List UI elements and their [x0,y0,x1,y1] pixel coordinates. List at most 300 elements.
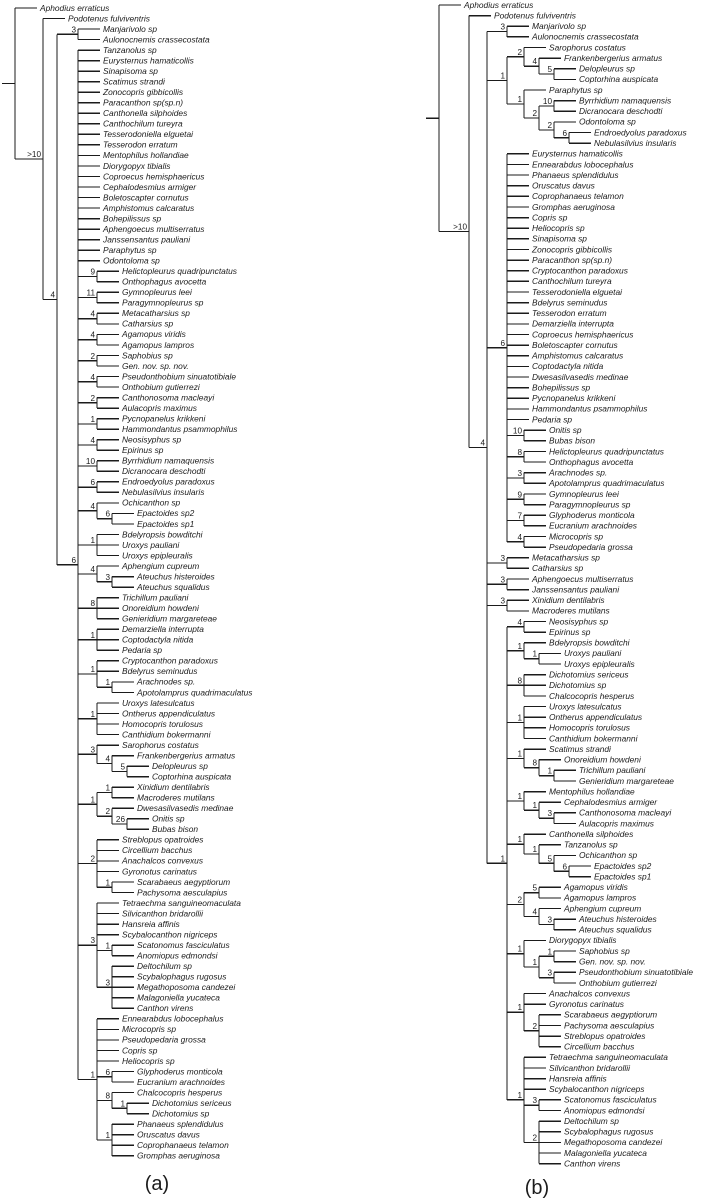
taxon-label: Metacatharsius sp [122,308,190,319]
taxon-label: Arachnodes sp. [137,676,196,687]
support-value: 3 [500,575,505,585]
support-value: 8 [90,599,95,609]
taxon-label: Microcopris sp [122,1024,176,1035]
support-value: 1 [90,795,95,805]
taxon-label: Scybalophagus rugosus [564,1126,654,1137]
taxon-label: Bdelyropsis bowditchi [122,529,203,540]
support-value: 2 [90,854,95,864]
taxon-label: Uroxys latesulcatus [549,701,622,712]
support-value: 4 [532,57,537,67]
taxon-label: Bdelyropsis bowditchi [549,637,630,648]
taxon-label: Paracanthon sp(sp.n) [532,254,613,265]
taxon-label: Byrrhidium namaquensis [122,455,215,466]
support-value: 1 [90,1070,95,1080]
taxon-label: Coproecus hemisphaericus [532,329,634,340]
taxon-label: Uroxys epipleuralis [564,658,635,669]
taxon-label: Epirinus sp [549,626,591,637]
taxon-label: Neosisyphus sp [122,434,182,445]
support-value: 2 [532,108,537,118]
support-value: 4 [517,532,522,542]
taxon-label: Canthon virens [137,1003,194,1014]
taxon-label: Scatonomus fasciculatus [564,1094,657,1105]
taxon-label: Scybalocanthon nigriceps [122,929,218,940]
taxon-label: Epactoides sp2 [137,508,195,519]
taxon-label: Tanzanolus sp [564,839,618,850]
taxon-label: Dwesasilvasedis medinae [532,371,629,382]
taxon-label: Uroxys pauliani [122,539,180,550]
taxon-label: Uroxys epipleuralis [122,550,193,561]
support-value: 1 [90,630,95,640]
taxon-label: Cryptocanthon paradoxus [122,655,218,666]
support-value: 6 [105,1067,110,1077]
support-value: 3 [90,936,95,946]
taxon-label: Sarophorus costatus [122,739,199,750]
taxon-label: Ateuchus squalidus [579,924,652,935]
taxon-label: Anachalcos convexus [549,988,631,999]
taxon-label: Onitis sp [549,425,582,435]
taxon-label: Hansreia affinis [122,918,180,929]
taxon-label: Agamopus lampros [564,892,637,903]
taxon-label: Paragymnopleurus sp [549,499,631,510]
support-value: 3 [105,572,110,582]
support-value: 1 [517,749,522,759]
taxon-label: Gromphas aeruginosa [532,201,615,212]
taxon-label: Agamopus viridis [564,882,628,893]
taxon-label: Delopleurus sp [579,63,635,74]
taxon-label: Xinidium dentilabris [532,595,605,606]
taxon-label: Odontoloma sp [579,116,636,127]
panel-a-label: (a) [144,1173,170,1195]
taxon-label: Zonocopris gibbicollis [532,244,613,255]
taxon-label: Dichotomius sericeus [549,669,629,680]
taxon-label: Cephalodesmius armiger [564,797,658,808]
taxon-label: Pycnopanelus krikkeni [532,393,616,404]
support-value: 1 [547,947,552,957]
taxon-label: Pachysoma aesculapius [137,887,228,898]
taxon-label: Coprophanaeus telamon [532,191,624,202]
support-value: 1 [90,414,95,424]
support-value: 7 [517,511,522,521]
taxon-label: Gen. nov. sp. nov. [579,956,646,967]
taxon-label: Oruscatus davus [137,1129,200,1140]
taxon-label: Malagoniella yucateca [564,1147,647,1158]
support-value: 1 [517,944,522,954]
taxon-label: Zonocopris gibbicollis [103,87,184,98]
cladogram-panel-a [2,3,253,1161]
support-value: 1 [90,536,95,546]
taxon-label: Paracanthon sp(sp.n) [103,97,184,108]
support-value: 9 [90,267,95,277]
taxon-label: Onoreidium howdeni [564,754,641,765]
panel-b-label: (b) [524,1177,550,1199]
taxon-label: Coptodactyla nitida [122,634,194,645]
taxon-label: Canthidium bokermanni [549,733,638,744]
taxon-label: Coptorhina auspicata [152,771,232,782]
taxon-label: Aphodius erraticus [464,0,534,10]
taxon-label: Aphodius erraticus [40,2,110,13]
taxon-label: Eurysternus hamaticollis [532,148,623,159]
support-value: 2 [532,1021,537,1031]
taxon-label: Deltochilum sp [137,961,192,972]
taxon-label: Silvicanthon bridarollii [122,908,203,919]
taxon-label: Scarabaeus aegyptiorum [564,1009,658,1020]
taxon-label: Tesserodon erratum [103,139,178,150]
taxon-label: Odontoloma sp [103,255,160,266]
support-value: 1 [120,1099,125,1109]
taxon-label: Onthophagus avocetta [122,276,207,287]
taxon-label: Pycnopanelus krikkeni [122,413,206,424]
taxon-label: Silvicanthon bridarollii [549,1062,630,1073]
taxon-label: Epactoides sp1 [137,518,195,529]
taxon-label: Canthonella silphoides [103,108,188,119]
taxon-label: Catharsius sp [122,318,174,329]
taxon-label: Frankenbergerius armatus [564,52,663,63]
support-value: 4 [90,372,95,382]
taxon-label: Aulacopris maximus [579,818,654,829]
taxon-label: Cephalodesmius armiger [103,181,197,192]
support-value: 4 [50,290,55,300]
taxon-label: Microcopris sp [549,531,603,542]
taxon-label: Aulonocnemis crassecostata [532,31,639,42]
taxon-label: Pseudopedaria grossa [122,1034,206,1045]
taxon-label: Coprophanaeus telamon [137,1140,229,1151]
taxon-label: Demarziella interrupta [122,624,204,635]
taxon-label: Epactoides sp2 [594,860,652,871]
taxon-label: Gyronotus carinatus [122,866,197,877]
taxon-label: Dwesasilvasedis medinae [137,803,234,814]
taxon-label: Onitis sp [152,813,185,824]
taxon-label: Homocopris torulosus [549,722,630,733]
taxon-label: Bohepilissus sp [103,213,162,224]
taxon-label: Tetraechma sanguineomaculata [549,1052,668,1063]
support-value: 6 [500,338,505,348]
taxon-label: Gyronotus carinatus [549,999,624,1010]
support-value: 1 [105,1130,110,1140]
taxon-label: Eucranium arachnoides [137,1076,225,1087]
taxon-label: Gromphas aeruginosa [137,1150,220,1161]
support-value: 2 [517,47,522,57]
support-value: 4 [90,564,95,574]
taxon-label: Hammondantus psammophilus [532,403,648,414]
taxon-label: Glyphoderus monticola [549,510,635,521]
taxon-label: Eurysternus hamaticollis [103,55,194,66]
cladogram-panel-b [426,0,693,1168]
support-value: 1 [517,791,522,801]
support-value: 3 [500,596,505,606]
taxon-label: Scatimus strandi [103,76,165,87]
taxon-label: Pachysoma aesculapius [564,1020,655,1031]
taxon-label: Amphistomus calcaratus [103,202,195,213]
support-value: 5 [120,762,125,772]
taxon-label: Endroedyolus paradoxus [594,127,687,138]
support-value: 1 [547,766,552,776]
support-value: 3 [547,915,552,925]
support-value: 1 [105,678,110,688]
taxon-label: Aulacopris maximus [122,402,197,413]
taxon-label: Tesserodoniella elguetai [103,129,194,140]
taxon-label: Bohepilissus sp [532,382,591,393]
taxon-label: Bdelyrus seminudus [122,666,198,677]
taxon-label: Gymnopleurus leei [549,488,619,499]
taxon-label: Chalcocopris hesperus [137,1087,223,1098]
taxon-label: Aphengoecus multiserratus [103,223,205,234]
support-value: 4 [90,309,95,319]
taxon-label: Neosisyphus sp [549,616,609,627]
support-value: 10 [85,457,95,467]
support-value: 3 [90,745,95,755]
taxon-label: Ateuchus histeroides [137,571,215,582]
support-value: 4 [90,435,95,445]
taxon-label: Aphengoecus multiserratus [532,573,634,584]
support-value: 1 [532,845,537,855]
taxon-label: Eucranium arachnoides [549,520,637,531]
taxon-label: Amphistomus calcaratus [532,350,624,361]
taxon-label: Boletoscapter cornutus [103,192,189,203]
taxon-label: Canthonella silphoides [549,828,634,839]
support-value: 5 [547,854,552,864]
taxon-label: Sarophorus costatus [549,42,626,53]
taxon-label: Circellium bacchus [564,1041,635,1052]
taxon-label: Mentophilus hollandiae [103,150,189,161]
support-value: 1 [517,1090,522,1100]
taxon-label: Phanaeus splendidulus [532,169,619,180]
taxon-label: Aphengium cupreum [122,560,200,571]
taxon-label: Ontherus appendiculatus [549,712,643,723]
support-value: >10 [453,222,467,232]
taxon-label: Tesserodoniella elguetai [532,286,623,297]
support-value: 1 [517,713,522,723]
support-value: 1 [517,641,522,651]
support-value: 1 [105,878,110,888]
taxon-label: Dichotomius sp [549,680,607,691]
taxon-label: Circellium bacchus [122,845,193,856]
taxon-label: Uroxys pauliani [564,648,622,659]
taxon-label: Copris sp [532,212,568,223]
support-value: 1 [90,709,95,719]
taxon-label: Paraphytus sp [549,84,603,95]
taxon-label: Homocopris torulosus [122,718,203,729]
support-value: 1 [500,854,505,864]
taxon-label: Saphobius sp [122,350,173,361]
support-value: 1 [105,783,110,793]
taxon-label: Onthophagus avocetta [549,456,634,467]
taxon-label: Apotolamprus quadrimaculatus [137,687,253,698]
taxon-label: Janssensantus pauliani [532,584,620,595]
taxon-label: Boletoscapter cornutus [532,339,618,350]
support-value: 6 [71,555,76,565]
taxon-label: Paragymnopleurus sp [122,297,204,308]
taxon-label: Demarziella interrupta [532,318,614,329]
taxon-label: Bubas bison [152,824,199,835]
taxon-label: Chalcocopris hesperus [549,690,635,701]
support-value: 3 [500,554,505,564]
taxon-label: Scybalocanthon nigriceps [549,1084,645,1095]
support-value: 5 [532,883,537,893]
taxon-label: Ochicanthon sp [579,850,638,861]
taxon-label: Epirinus sp [122,445,164,456]
taxon-label: Coproecus hemisphaericus [103,171,205,182]
taxon-label: Heliocopris sp [122,1055,175,1066]
taxon-label: Canthon virens [564,1158,621,1169]
taxon-label: Onthobium gutierrezi [579,977,657,988]
taxon-label: Megathoposoma candezei [564,1137,663,1148]
support-value: 1 [105,941,110,951]
taxon-label: Canthidium bokermanni [122,729,211,740]
taxon-label: Paraphytus sp [103,244,157,255]
taxon-label: Cryptocanthon paradoxus [532,265,628,276]
taxon-label: Diorygopyx tibialis [103,160,171,171]
taxon-label: Delopleurus sp [152,760,208,771]
support-value: 4 [480,438,485,448]
taxon-label: Pseudopedaria grossa [549,541,633,552]
taxon-label: Scatonomus fasciculatus [137,939,230,950]
support-value: 1 [532,801,537,811]
taxon-label: Pedaria sp [122,645,163,656]
support-value: 6 [90,478,95,488]
taxon-label: Ochicanthon sp [122,497,181,508]
support-value: 9 [517,490,522,500]
support-value: 6 [105,509,110,519]
taxon-label: Catharsius sp [532,563,584,574]
taxon-label: Heliocopris sp [532,223,585,234]
taxon-label: Malagoniella yucateca [137,992,220,1003]
support-value: 2 [90,393,95,403]
taxon-label: Canthochilum tureyra [532,276,612,287]
support-value: 1 [532,958,537,968]
taxon-label: Hammondantus psammophilus [122,424,238,434]
taxon-label: Helictopleurus quadripunctatus [122,266,237,277]
taxon-label: Tanzanolus sp [103,44,157,55]
support-value: 1 [532,649,537,659]
taxon-label: Anomiopus edmondsi [137,950,218,961]
support-value: 10 [512,426,522,436]
support-value: 4 [90,330,95,340]
taxon-label: Xinidium dentilabris [137,782,210,793]
taxon-label: Epactoides sp1 [594,871,652,882]
taxon-label: Byrrhidium namaquensis [579,95,672,106]
taxon-label: Ontherus appendiculatus [122,708,216,719]
taxon-label: Dichotomius sericeus [152,1097,232,1108]
taxon-label: Agamopus lampros [122,339,195,350]
support-value: 2 [105,807,110,817]
support-value: 2 [517,895,522,905]
support-value: 5 [547,65,552,75]
taxon-label: Megathoposoma candezei [137,982,236,993]
taxon-label: Endroedyolus paradoxus [122,476,215,487]
taxon-label: Nebulasilvius insularis [122,487,205,498]
taxon-label: Macroderes mutilans [532,605,610,616]
support-value: 1 [500,71,505,81]
support-value: 4 [532,907,537,917]
taxon-label: Onthobium gutierrezi [122,381,200,392]
taxon-label: Anomiopus edmondsi [564,1105,645,1116]
taxon-label: Scybalophagus rugosus [137,971,227,982]
support-value: 2 [532,1133,537,1143]
taxon-label: Pedaria sp [532,414,573,425]
taxon-label: Coptodactyla nitida [532,361,604,372]
support-value: 3 [500,22,505,32]
support-value: 2 [547,120,552,130]
support-value: 4 [517,617,522,627]
taxon-label: Phanaeus splendidulus [137,1118,224,1129]
taxon-label: Diorygopyx tibialis [549,935,617,946]
taxon-label: Oruscatus davus [532,180,595,191]
support-value: 1 [517,835,522,845]
taxon-label: Saphobius sp [579,945,630,956]
taxon-label: Dicranocara deschodti [579,106,663,117]
taxon-label: Scarabaeus aegyptiorum [137,876,231,887]
support-value: 3 [517,469,522,479]
support-value: 8 [517,676,522,686]
taxon-label: Deltochilum sp [564,1115,619,1126]
taxon-label: Macroderes mutilans [137,792,215,803]
taxon-label: Dichotomius sp [152,1108,210,1119]
taxon-label: Gymnopleurus leei [122,287,192,298]
taxon-label: Nebulasilvius insularis [594,137,677,148]
taxon-label: Pseudonthobium sinuatotibiale [122,371,237,382]
taxon-label: Genieridium margareteae [122,613,217,624]
support-value: 10 [542,96,552,106]
support-value: 3 [105,978,110,988]
taxon-label: Arachnodes sp. [549,467,608,478]
taxon-label: Gen. nov. sp. nov. [122,360,189,371]
support-value: 4 [90,501,95,511]
taxon-label: Canthochilum tureyra [103,118,183,129]
taxon-label: Bubas bison [549,435,596,446]
support-value: 1 [517,1003,522,1013]
taxon-label: Onoreidium howdeni [122,603,199,614]
taxon-label: Streblopus opatroides [122,834,204,845]
support-value: 8 [517,447,522,457]
support-value: 26 [115,815,125,825]
taxon-label: Canthonosoma macleayi [579,807,672,818]
taxon-label: Aulonocnemis crassecostata [103,34,210,45]
taxon-label: Ennearabdus lobocephalus [532,159,634,170]
taxon-label: Mentophilus hollandiae [549,786,635,797]
taxon-label: Copris sp [122,1045,158,1056]
taxon-label: Apotolamprus quadrimaculatus [549,478,665,489]
taxon-label: Sinapisoma sp [103,65,158,76]
taxon-label: Agamopus viridis [122,329,186,340]
taxon-label: Canthonosoma macleayi [122,392,215,403]
taxon-label: Ateuchus histeroides [579,913,657,924]
taxon-label: Coptorhina auspicata [579,74,659,85]
taxon-label: Trichillum pauliani [122,592,189,603]
taxon-label: Manjarivolo sp [532,21,586,32]
taxon-label: Dicranocara deschodti [122,466,206,477]
taxon-label: Frankenbergerius armatus [137,750,236,761]
taxon-label: Tetraechma sanguineomaculata [122,897,241,908]
support-value: 3 [532,1096,537,1106]
support-value: 3 [547,809,552,819]
support-value: 1 [90,665,95,675]
taxon-label: Trichillum pauliani [579,765,646,776]
support-value: 8 [105,1091,110,1101]
taxon-label: Ateuchus squalidus [137,581,210,592]
taxon-label: Scatimus strandi [549,743,611,754]
taxon-label: Podotenus fulviventris [494,10,576,21]
support-value: 8 [532,758,537,768]
taxon-label: Aphengium cupreum [564,903,642,914]
taxon-label: Tesserodon erratum [532,308,607,319]
support-value: 11 [86,288,95,298]
support-value: 6 [562,128,567,138]
support-value: >10 [27,150,41,160]
support-value: 3 [71,25,76,35]
taxon-label: Helictopleurus quadripunctatus [549,446,664,457]
support-value: 6 [562,862,567,872]
support-value: 3 [547,968,552,978]
